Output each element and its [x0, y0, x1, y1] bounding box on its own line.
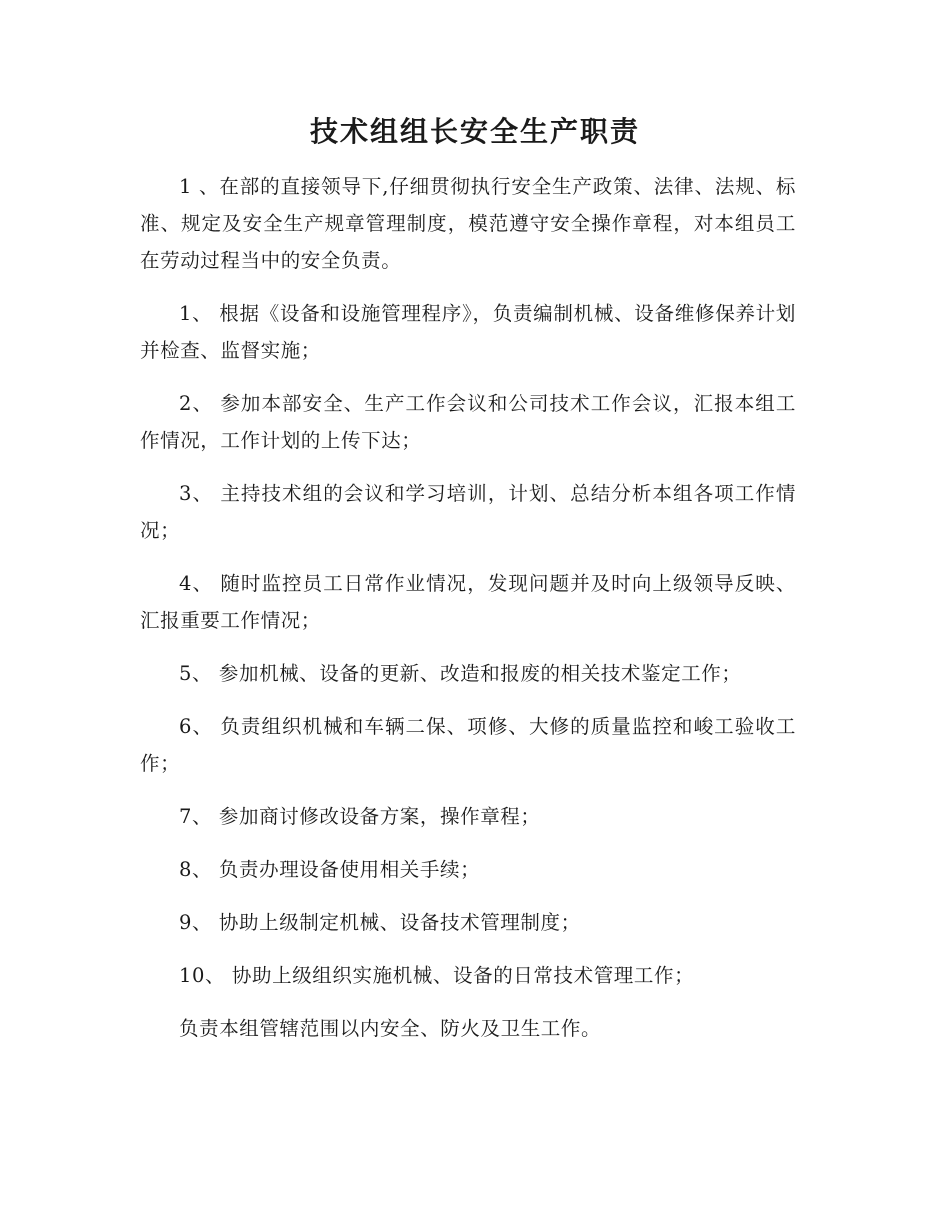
- paragraph-item-8: 8、 负责办理设备使用相关手续；: [179, 858, 481, 881]
- paragraph-item-7: 7、 参加商讨修改设备方案，操作章程；: [179, 805, 541, 828]
- paragraph-item-10: 10、 协助上级组织实施机械、设备的日常技术管理工作；: [179, 964, 695, 987]
- paragraph-intro: 1 、在部的直接领导下,仔细贯彻执行安全生产政策、法律、法规、标准、规定及安全生产规章管理制度，模范遵守安全操作章程，对本组员工在劳动过程当中的安全负责。: [140, 175, 796, 272]
- paragraph-item-6: 6、 负责组织机械和车辆二保、项修、大修的质量监控和峻工验收工作；: [140, 715, 796, 775]
- paragraph-closing: 负责本组管辖范围以内安全、防火及卫生工作。: [179, 1017, 602, 1040]
- paragraph-item-2: 2、 参加本部安全、生产工作会议和公司技术工作会议，汇报本组工作情况，工作计划的上传下达；: [140, 392, 796, 452]
- paragraph-item-5: 5、 参加机械、设备的更新、改造和报废的相关技术鉴定工作；: [179, 662, 742, 685]
- document-body: [140, 168, 796, 1063]
- paragraph-item-3: 3、 主持技术组的会议和学习培训，计划、总结分析本组各项工作情况；: [140, 482, 796, 542]
- paragraph-item-9: 9、 协助上级制定机械、设备技术管理制度；: [179, 911, 581, 934]
- paragraph-item-4: 4、 随时监控员工日常作业情况，发现问题并及时向上级领导反映、汇报重要工作情况；: [140, 572, 796, 632]
- paragraph-item-1: 1、 根据《设备和设施管理程序》，负责编制机械、设备维修保养计划并检查、监督实施；: [140, 302, 796, 362]
- document-title: 技术组组长安全生产职责: [309, 115, 640, 148]
